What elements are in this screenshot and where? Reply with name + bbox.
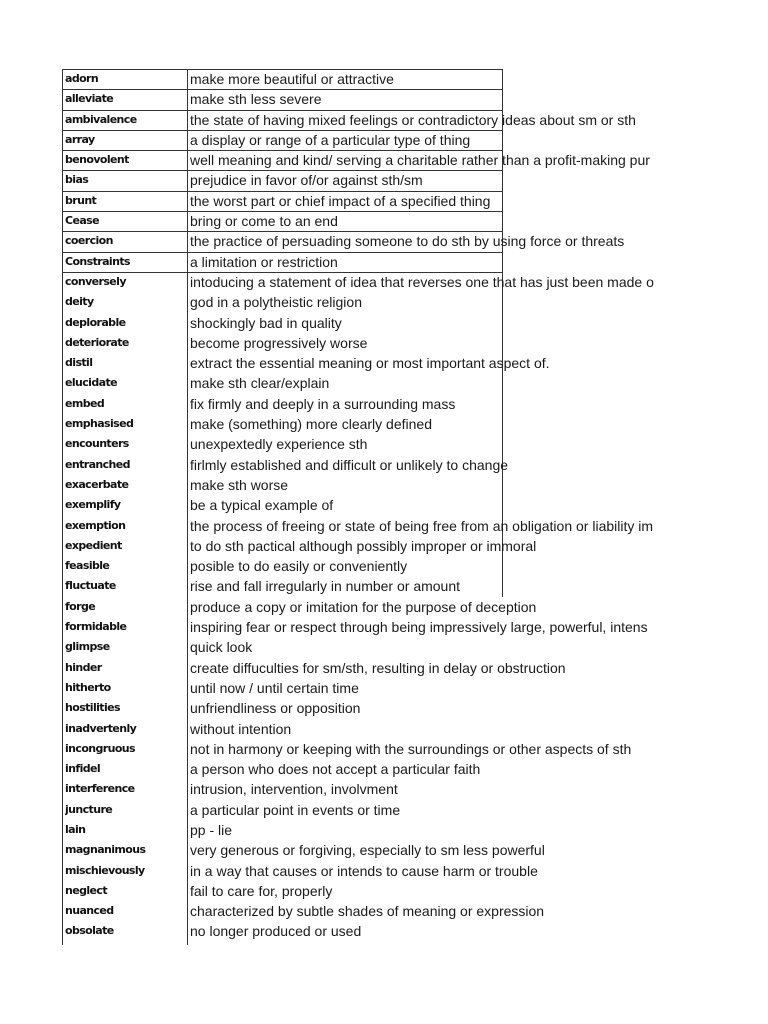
table-row [0, 679, 768, 699]
table-row [0, 354, 768, 374]
definition-cell[interactable]: unfriendliness or opposition [190, 700, 361, 717]
table-row [0, 395, 768, 415]
term-cell[interactable]: lain [65, 822, 86, 836]
table-row [0, 374, 768, 394]
definition-cell[interactable]: the process of freeing or state of being free from an obligation or liability im [190, 517, 654, 534]
definition-cell[interactable]: god in a polytheistic religion [190, 294, 362, 311]
term-cell[interactable]: entranched [65, 457, 130, 471]
term-cell[interactable]: encounters [65, 437, 129, 451]
table-row [0, 496, 768, 516]
table-row [0, 902, 768, 922]
definition-cell[interactable]: not in harmony or keeping with the surroundings or other aspects of sth [190, 740, 632, 757]
table-row [0, 212, 768, 232]
definition-cell[interactable]: make more beautiful or attractive [190, 71, 394, 87]
table-row [0, 253, 768, 273]
table-row [0, 740, 768, 760]
table-row [0, 517, 768, 537]
definition-cell[interactable]: make sth worse [190, 476, 289, 493]
table-row [0, 659, 768, 679]
definition-cell[interactable]: characterized by subtle shades of meaning or expression [190, 903, 545, 920]
term-cell[interactable]: juncture [65, 802, 113, 816]
term-cell[interactable]: mischievously [65, 863, 145, 877]
table-row [0, 598, 768, 618]
table-row [0, 557, 768, 577]
term-cell[interactable]: glimpse [65, 640, 110, 654]
table-row [0, 618, 768, 638]
glossary-table [0, 70, 768, 943]
definition-cell[interactable]: to do sth pactical although possibly improper or immoral [190, 537, 537, 554]
table-row [0, 192, 768, 212]
term-cell[interactable]: Constraints [65, 254, 130, 268]
term-cell[interactable]: obsolate [65, 924, 114, 938]
definition-cell[interactable]: rise and fall irregularly in number or amount [190, 578, 461, 595]
table-row [0, 131, 768, 151]
definition-cell[interactable]: make sth clear/explain [190, 375, 330, 392]
definition-cell[interactable]: without intention [190, 720, 292, 737]
definition-cell[interactable]: extract the essential meaning or most important aspect of. [190, 355, 550, 372]
term-cell[interactable]: incongruous [65, 741, 135, 755]
term-cell[interactable]: distil [65, 356, 93, 370]
definition-cell[interactable]: a display or range of a particular type of thing [190, 131, 471, 148]
term-cell[interactable]: nuanced [65, 904, 114, 918]
table-row [0, 273, 768, 293]
term-cell[interactable]: neglect [65, 883, 107, 897]
table-row [0, 780, 768, 800]
table-row [0, 760, 768, 780]
definition-cell[interactable]: shockingly bad in quality [190, 314, 342, 331]
table-row [0, 456, 768, 476]
table-row [0, 314, 768, 334]
term-cell[interactable]: embed [65, 396, 105, 410]
table-row [0, 111, 768, 131]
term-cell[interactable]: hitherto [65, 680, 111, 694]
definition-cell[interactable]: until now / until certain time [190, 679, 359, 696]
term-cell[interactable]: magnanimous [65, 843, 146, 857]
term-cell[interactable]: emphasised [65, 417, 134, 431]
table-row [0, 476, 768, 496]
table-row [0, 841, 768, 861]
table-row [0, 70, 768, 90]
table-row [0, 171, 768, 191]
table-row [0, 415, 768, 435]
definition-cell[interactable]: pp - lie [190, 821, 233, 838]
term-cell[interactable]: fluctuate [65, 579, 116, 593]
term-cell[interactable]: deteriorate [65, 335, 129, 349]
definition-cell[interactable]: be a typical example of [190, 497, 334, 514]
definition-cell[interactable]: fix firmly and deeply in a surrounding mass [190, 395, 456, 412]
definition-cell[interactable]: create diffuculties for sm/sth, resulting in delay or obstruction [190, 659, 566, 676]
definition-cell[interactable]: the state of having mixed feelings or contradictory ideas about sm or sth [190, 111, 636, 128]
definition-cell[interactable]: inspiring fear or respect through being impressively large, powerful, intens [190, 619, 648, 636]
definition-cell[interactable]: quick look [190, 639, 253, 656]
definition-cell[interactable]: in a way that causes or intends to cause harm or trouble [190, 862, 538, 879]
table-row [0, 232, 768, 252]
term-cell[interactable]: interference [65, 782, 135, 796]
table-row [0, 151, 768, 171]
term-cell[interactable]: infidel [65, 762, 101, 776]
term-cell[interactable]: inadvertenly [65, 721, 137, 735]
definition-cell[interactable]: intoducing a statement of idea that reverses one that has just been made o [190, 273, 654, 290]
definition-cell[interactable]: unexpextedly experience sth [190, 436, 368, 453]
term-cell[interactable]: exemplify [65, 498, 121, 512]
table-row [0, 638, 768, 658]
term-cell[interactable]: expedient [65, 538, 122, 552]
term-cell[interactable]: alleviate [65, 92, 114, 106]
definition-cell[interactable]: fail to care for, properly [190, 882, 333, 899]
term-cell[interactable]: deity [65, 295, 94, 309]
term-cell[interactable]: feasible [65, 559, 110, 573]
term-cell[interactable]: exemption [65, 518, 126, 532]
table-row [0, 537, 768, 557]
table-row [0, 862, 768, 882]
table-row [0, 882, 768, 902]
table-row [0, 720, 768, 740]
definition-cell[interactable]: prejudice in favor of/or against sth/sm [190, 172, 423, 189]
table-row [0, 90, 768, 110]
term-cell[interactable]: elucidate [65, 376, 117, 390]
term-cell[interactable]: hinder [65, 660, 102, 674]
table-row [0, 801, 768, 821]
term-cell[interactable]: adorn [65, 72, 99, 85]
table-row [0, 334, 768, 354]
table-row [0, 922, 768, 942]
definition-cell[interactable]: the worst part or chief impact of a specified thing [190, 192, 491, 209]
definition-cell[interactable]: bring or come to an end [190, 213, 338, 230]
definition-cell[interactable]: a particular point in events or time [190, 801, 401, 818]
term-cell[interactable]: deplorable [65, 315, 126, 329]
definition-cell[interactable]: produce a copy or imitation for the purpose of deception [190, 598, 537, 615]
definition-cell[interactable]: no longer produced or used [190, 923, 362, 940]
definition-cell[interactable]: a person who does not accept a particular faith [190, 761, 481, 778]
table-row [0, 821, 768, 841]
term-cell[interactable]: benovolent [65, 153, 129, 167]
definition-cell[interactable]: intrusion, intervention, involvment [190, 781, 398, 798]
definition-cell[interactable]: make sth less severe [190, 91, 322, 108]
definition-cell[interactable]: a limitation or restriction [190, 253, 338, 270]
term-cell[interactable]: conversely [65, 274, 126, 288]
definition-cell[interactable]: well meaning and kind/ serving a charitable rather than a profit-making pur [190, 152, 650, 169]
term-cell[interactable]: brunt [65, 193, 97, 207]
definition-cell[interactable]: firlmly established and difficult or unlikely to change [190, 456, 509, 473]
term-cell[interactable]: forge [65, 599, 96, 613]
table-row [0, 293, 768, 313]
term-cell[interactable]: array [65, 132, 95, 146]
table-row [0, 435, 768, 455]
term-cell[interactable]: exacerbate [65, 477, 129, 491]
definition-cell[interactable]: posible to do easily or conveniently [190, 558, 408, 575]
definition-cell[interactable]: become progressively worse [190, 334, 368, 351]
table-row [0, 699, 768, 719]
term-cell[interactable]: Cease [65, 214, 99, 228]
definition-cell[interactable]: very generous or forgiving, especially to sm less powerful [190, 842, 545, 859]
term-cell[interactable]: ambivalence [65, 112, 137, 126]
definition-cell[interactable]: the practice of persuading someone to do sth by using force or threats [190, 233, 625, 250]
term-cell[interactable]: bias [65, 173, 89, 187]
definition-cell[interactable]: make (something) more clearly defined [190, 416, 432, 433]
term-cell[interactable]: hostilities [65, 701, 120, 715]
term-cell[interactable]: coercion [65, 234, 113, 248]
table-row [0, 577, 768, 597]
term-cell[interactable]: formidable [65, 620, 127, 634]
